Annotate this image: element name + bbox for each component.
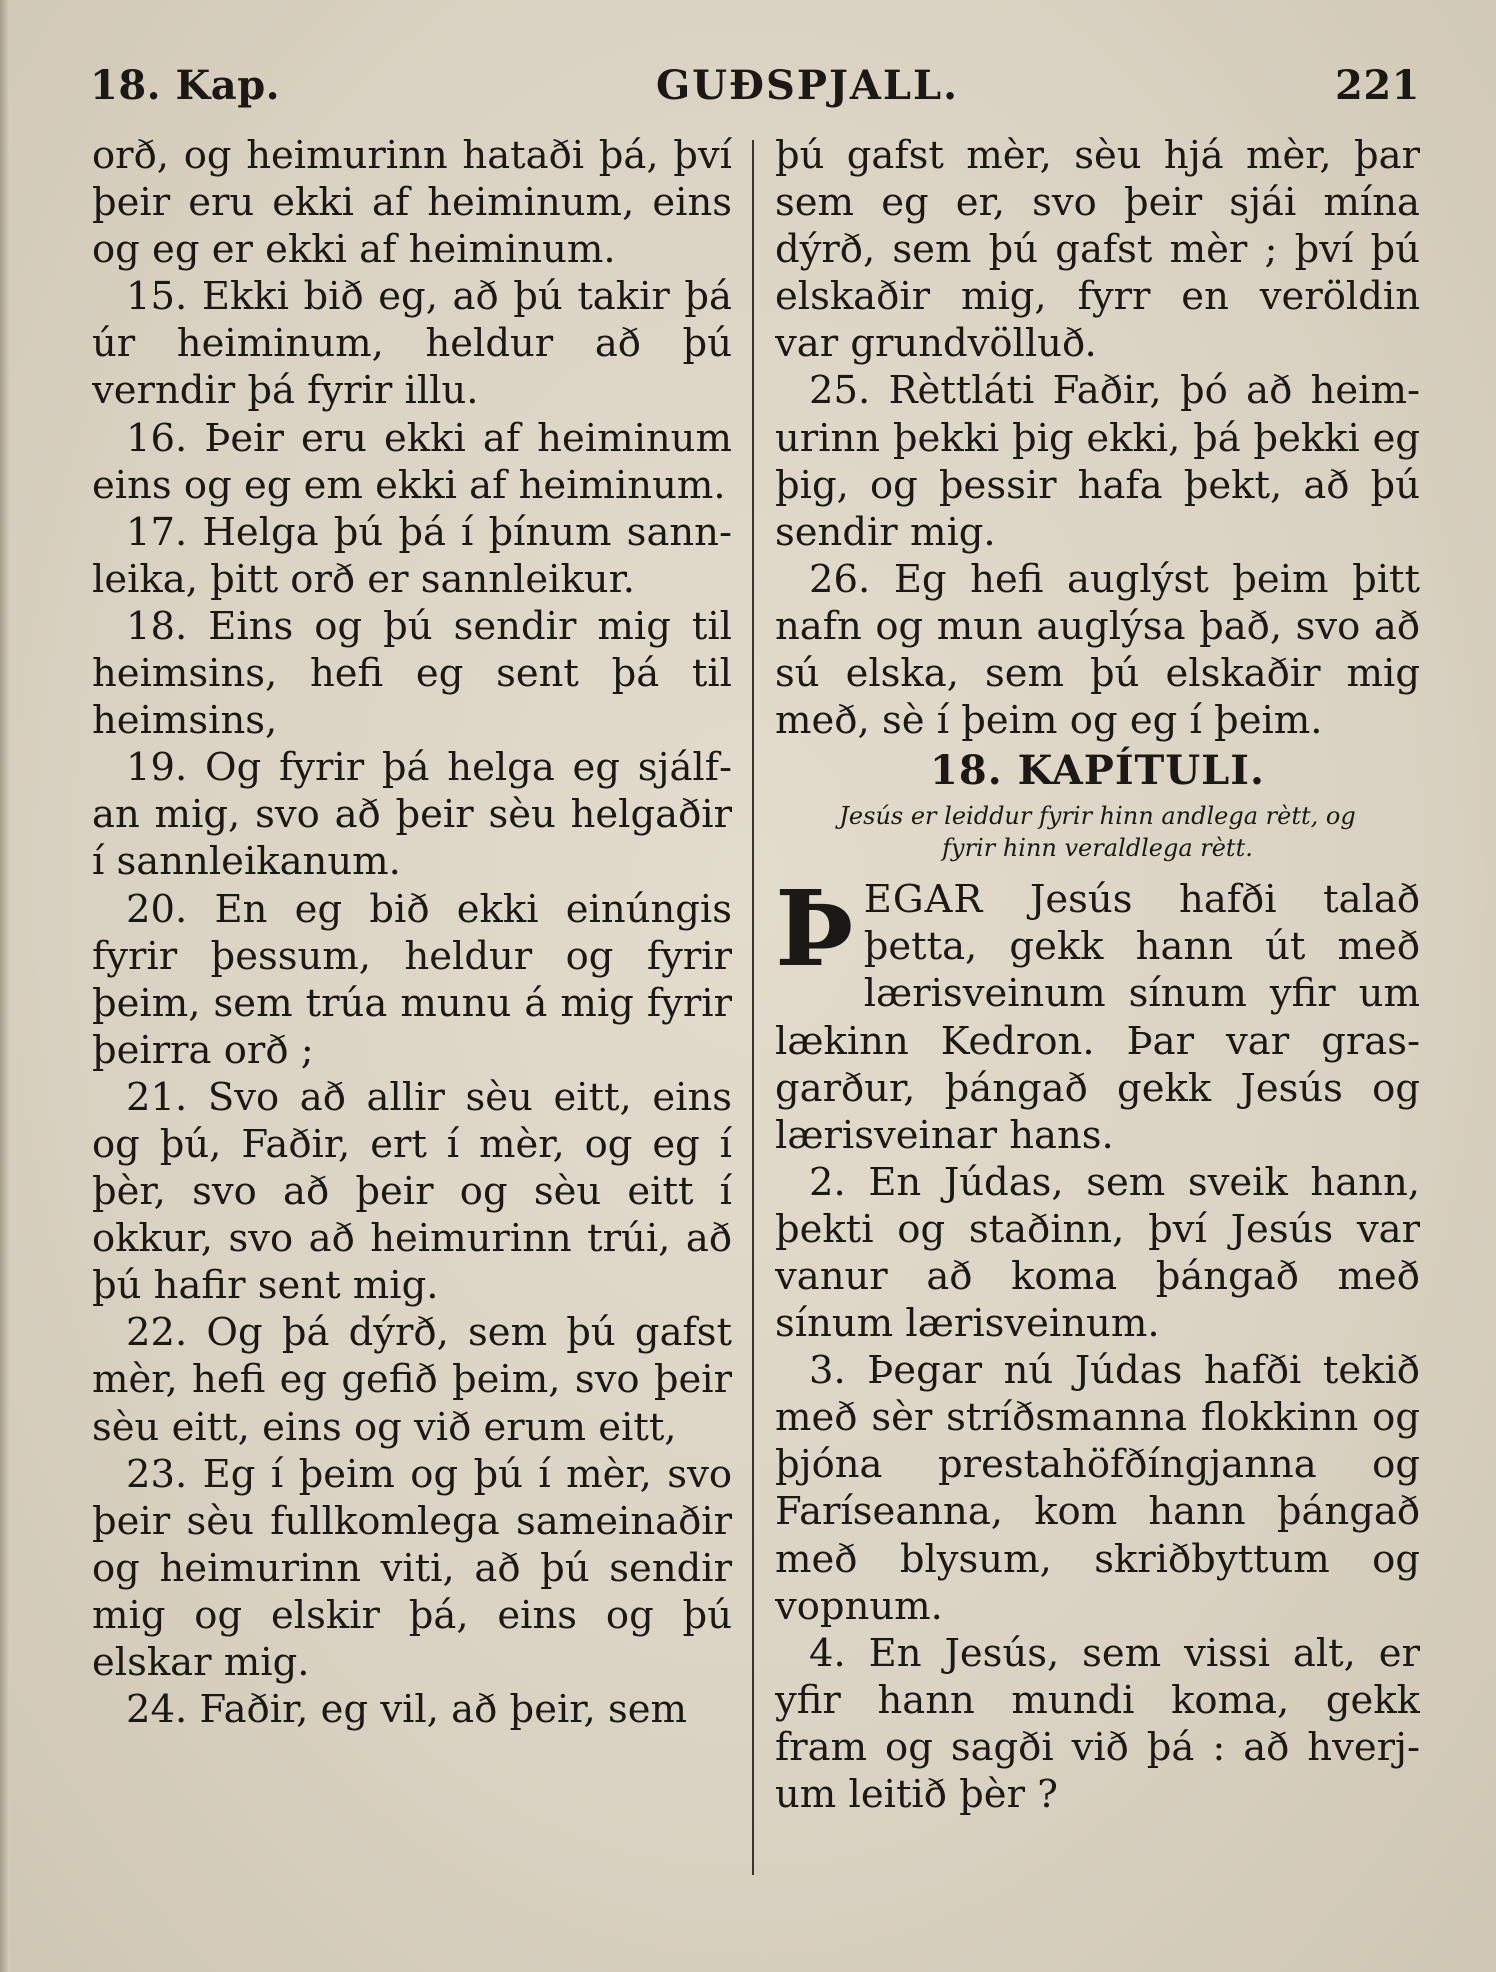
drop-cap: Þ	[775, 867, 854, 991]
first-word-rest: EGAR	[863, 877, 984, 923]
running-title: GUÐSPJALL.	[655, 62, 960, 109]
first-paragraph-text: Jesús hafði talað þetta, gekk hann út með lærisveinum sínum yfir um lækinn Kedron. Þar var grasgarður, þángað gekk Jesús og lærisveinar hans.	[775, 877, 1420, 1158]
left-column	[92, 132, 732, 1892]
chapter-18-verse-2: 2. En Júdas, sem sveik hann, þekti og staðinn, því Jesús var vanur að koma þángað með sínum lærisveinum.	[775, 1159, 1420, 1347]
verse-15: 15. Ekki bið eg, að þú takir þá úr heiminum, heldur að þú verndir þá fyrir illu.	[92, 274, 732, 414]
verse-16: 16. Þeir eru ekki af heiminum eins og eg em ekki af heiminum.	[92, 415, 732, 508]
verse-20: 20. En eg bið ekki einúngis fyrir þessum, heldur og fyrir þeim, sem trúa munu á mig fyrir þeirra orð ;	[92, 886, 732, 1073]
chapter-18-verse-4: 4. En Jesús, sem vissi alt, er yfir hann mundi koma, gekk fram og sagði við þá : að hverjum leitið þèr ?	[775, 1630, 1420, 1817]
verse-24: 24. Faðir, eg vil, að þeir, sem	[126, 1687, 687, 1733]
verse-23: 23. Eg í þeim og þú í mèr, svo þeir sèu fullkomlega sameinaðir og heimurinn viti, að þú sendir mig og elskir þá, eins og þú elskar mig.	[92, 1451, 732, 1685]
column-divider	[752, 140, 754, 1875]
page-number: 221	[1334, 62, 1420, 109]
chapter-summary-line-2: fyrir hinn veraldlega rètt.	[942, 834, 1253, 863]
page-binding-edge	[0, 0, 10, 1972]
chapter-18-verse-1	[775, 867, 1420, 1159]
verse-18: 18. Eins og þú sendir mig til heimsins, hefi eg sent þá til heimsins,	[92, 603, 732, 744]
chapter-18-verse-3: 3. Þegar nú Júdas hafði tekið með sèr stríðsmanna flokkinn og þjóna prestahöfðíngjanna og Faríseanna, kom hann þángað með blysum, skriðbyttum og vopnum.	[775, 1348, 1420, 1629]
verse-22: 22. Og þá dýrð, sem þú gafst mèr, hefi eg gefið þeim, svo þeir sèu eitt, eins og við erum eitt,	[92, 1310, 732, 1450]
verse-19: 19. Og fyrir þá helga eg sjálfan mig, svo að þeir sèu helgaðir í sannleikanum.	[92, 745, 732, 885]
verse-25: 25. Rèttláti Faðir, þó að heimurinn þekki þig ekki, þá þekki eg þig, og þessir hafa þekt, að þú sendir mig.	[775, 368, 1420, 555]
verse-continuation: orð, og heimurinn hataði þá, því þeir eru ekki af heiminum, eins og eg er ekki af heiminum.	[92, 133, 732, 273]
right-column	[775, 132, 1420, 1892]
verse-17: 17. Helga þú þá í þínum sannleika, þitt orð er sannleikur.	[92, 509, 732, 602]
verse-26: 26. Eg hefi auglýst þeim þitt nafn og mun auglýsa það, svo að sú elska, sem þú elskaðir mig með, sè í þeim og eg í þeim.	[775, 556, 1420, 744]
chapter-heading: 18. KAPÍTULI.	[930, 747, 1265, 795]
chapter-summary-line-1: Jesús er leiddur fyrir hinn andlega rètt, og	[839, 802, 1356, 831]
verse-24-continuation: þú gafst mèr, sèu hjá mèr, þar sem eg er, svo þeir sjái mína dýrð, sem þú gafst mèr ; því þú elskaðir mig, fyrr en veröldin var grundvölluð.	[775, 133, 1420, 367]
chapter-label: 18. Kap.	[90, 62, 281, 109]
running-header	[90, 62, 1420, 122]
verse-21: 21. Svo að allir sèu eitt, eins og þú, Faðir, ert í mèr, og eg í þèr, svo að þeir og sèu eitt í okkur, svo að heimurinn trúi, að þú hafir sent mig.	[92, 1074, 732, 1309]
chapter-summary	[785, 800, 1410, 864]
